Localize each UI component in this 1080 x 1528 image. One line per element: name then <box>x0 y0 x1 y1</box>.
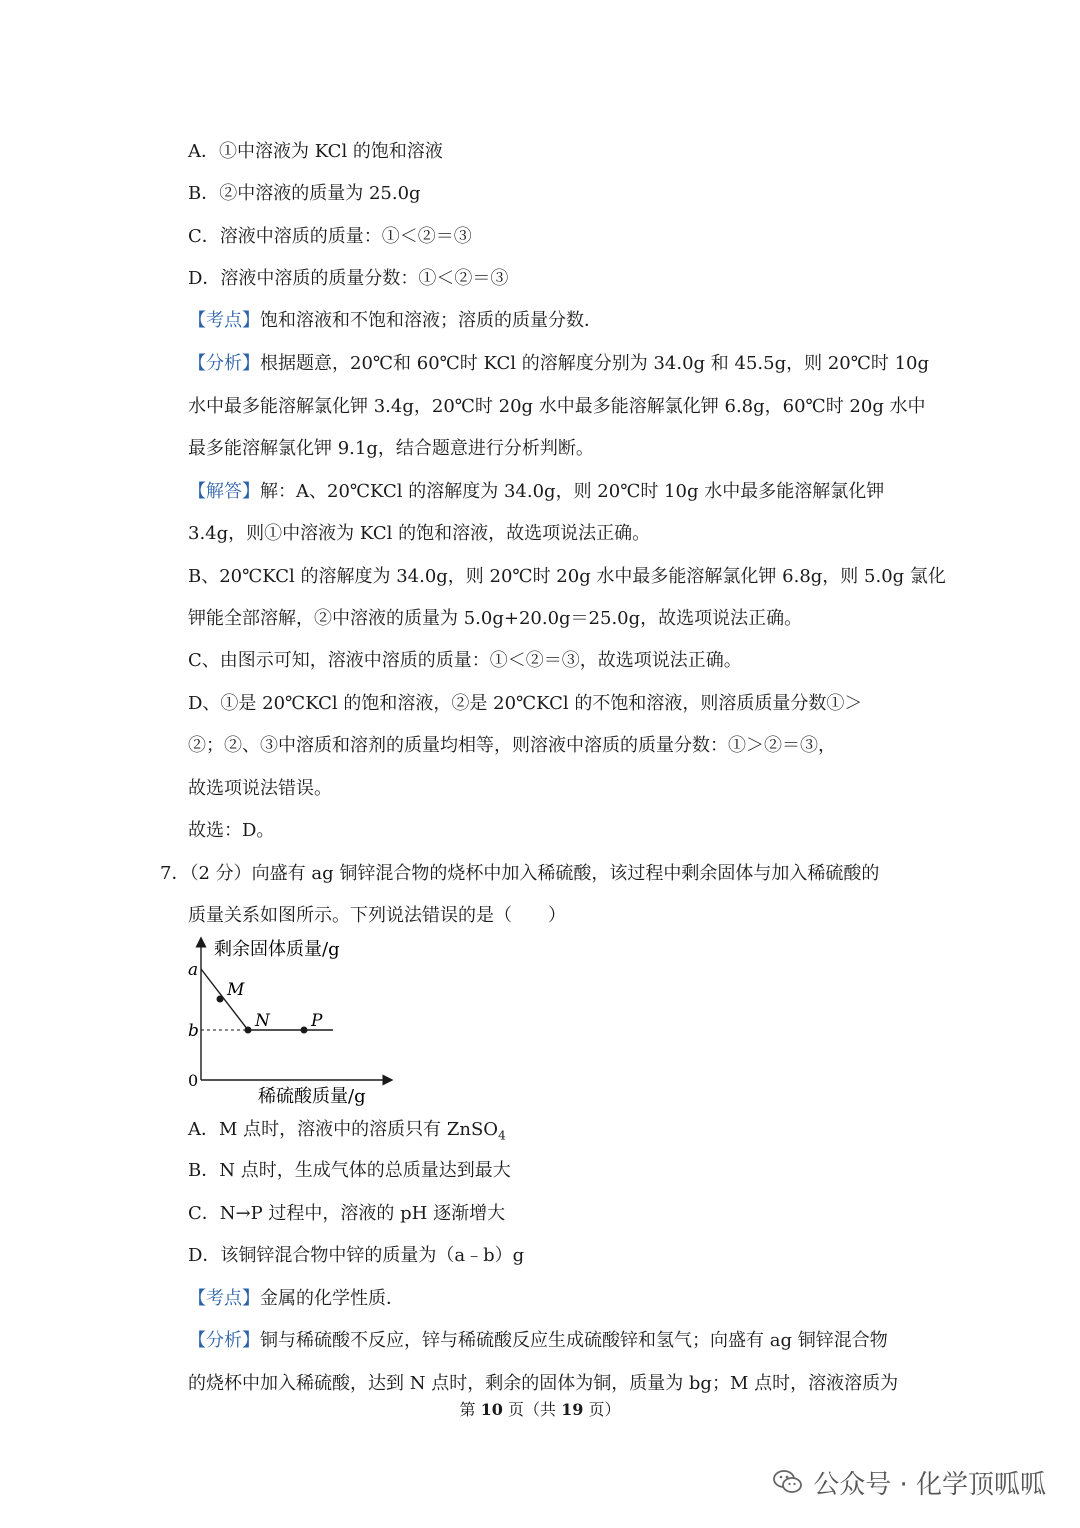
q7-chart <box>180 932 400 1112</box>
origin-label: 0 <box>188 1071 199 1090</box>
jieda-tag: 【解答】 <box>188 481 260 502</box>
point-p-label: P <box>311 1011 323 1031</box>
watermark-text: 公众号 · 化学顶呱呱 <box>813 1469 1046 1500</box>
q6-fenxi-line: 最多能溶解氯化钾 9.1g，结合题意进行分析判断。 <box>188 438 594 459</box>
q6-jieda-line: 钾能全部溶解，②中溶液的质量为 5.0g+20.0g＝25.0g，故选项说法正确。 <box>188 608 803 629</box>
q6-answer: 故选：D。 <box>188 820 275 841</box>
fenxi-text: 根据题意，20℃和 60℃时 KCl 的溶解度分别为 34.0g 和 45.5g，则 20℃时 10g <box>260 353 930 374</box>
point-p <box>301 1027 308 1034</box>
q7-option-a <box>188 1117 920 1149</box>
fenxi-tag: 【分析】 <box>188 1330 260 1351</box>
x-axis-label: 稀硫酸质量/g <box>258 1086 366 1107</box>
kaodian-text: 饱和溶液和不饱和溶液；溶质的质量分数． <box>260 310 602 331</box>
q7-fenxi <box>188 1328 920 1354</box>
q6-jieda-line: D、①是 20℃KCl 的饱和溶液，②是 20℃KCl 的不饱和溶液，则溶质质量分数①＞ <box>188 693 863 714</box>
q7-option-b: B．N 点时，生成气体的总质量达到最大 <box>188 1160 511 1181</box>
point-n-label: N <box>255 1011 270 1031</box>
q6-option-b: B．②中溶液的质量为 25.0g <box>188 183 421 204</box>
fenxi-tag: 【分析】 <box>188 353 260 374</box>
q7-stem-line2: 质量关系如图所示。下列说法错误的是（ ） <box>188 905 566 926</box>
q7-kaodian <box>188 1286 920 1312</box>
q6-kaodian <box>188 308 920 334</box>
y-tick-a: a <box>188 960 199 980</box>
q6-jieda <box>188 479 920 505</box>
y-tick-b: b <box>188 1021 199 1041</box>
q7-option-c: C．N→P 过程中，溶液的 pH 逐渐增大 <box>188 1203 506 1224</box>
y-axis-label: 剩余固体质量/g <box>214 939 340 960</box>
watermark <box>773 1462 1046 1502</box>
jieda-text: 解：A、20℃KCl 的溶解度为 34.0g，则 20℃时 10g 水中最多能溶解氯化钾 <box>260 481 885 502</box>
q6-jieda-line: 故选项说法错误。 <box>188 778 332 799</box>
fenxi-text: 铜与稀硫酸不反应，锌与稀硫酸反应生成硫酸锌和氢气；向盛有 ag 铜锌混合物 <box>260 1330 888 1351</box>
q6-option-a: A．①中溶液为 KCl 的饱和溶液 <box>188 141 443 162</box>
page-total: 19 <box>561 1400 584 1419</box>
point-m <box>217 996 224 1003</box>
q7-option-d: D．该铜锌混合物中锌的质量为（a﹣b）g <box>188 1245 525 1266</box>
kaodian-tag: 【考点】 <box>188 310 260 331</box>
q6-option-c: C．溶液中溶质的质量：①＜②＝③ <box>188 226 472 247</box>
q6-jieda-line: B、20℃KCl 的溶解度为 34.0g，则 20℃时 20g 水中最多能溶解氯化钾 6.8g，则 5.0g 氯化 <box>188 566 946 587</box>
q6-jieda-line: C、由图示可知，溶液中溶质的质量：①＜②＝③，故选项说法正确。 <box>188 650 742 671</box>
wechat-icon <box>773 1469 803 1495</box>
q7-fenxi-line: 的烧杯中加入稀硫酸，达到 N 点时，剩余的固体为铜，质量为 bg；M 点时，溶液溶质为 <box>188 1373 899 1394</box>
q6-fenxi-line: 水中最多能溶解氯化钾 3.4g，20℃时 20g 水中最多能溶解氯化钾 6.8g，60℃时 20g 水中 <box>188 396 926 417</box>
kaodian-text: 金属的化学性质． <box>260 1288 404 1309</box>
point-n <box>245 1027 252 1034</box>
page-footer: 第 10 页（共 19 页） <box>459 1400 621 1419</box>
point-m-label: M <box>227 980 245 1000</box>
q7-option-a-sub: 4 <box>498 1128 506 1143</box>
kaodian-tag: 【考点】 <box>188 1288 260 1309</box>
q7-option-a-text: A．M 点时，溶液中的溶质只有 ZnSO <box>188 1119 499 1140</box>
q6-fenxi <box>188 351 930 377</box>
page-number: 10 <box>480 1400 503 1419</box>
q6-option-d: D．溶液中溶质的质量分数：①＜②＝③ <box>188 268 509 289</box>
q7-stem: 7．（2 分）向盛有 ag 铜锌混合物的烧杯中加入稀硫酸，该过程中剩余固体与加入稀硫酸的 <box>160 863 880 884</box>
q6-jieda-line: 3.4g，则①中溶液为 KCl 的饱和溶液，故选项说法正确。 <box>188 523 651 544</box>
q6-jieda-line: ②；②、③中溶质和溶剂的质量均相等，则溶液中溶质的质量分数：①＞②＝③， <box>188 735 836 756</box>
